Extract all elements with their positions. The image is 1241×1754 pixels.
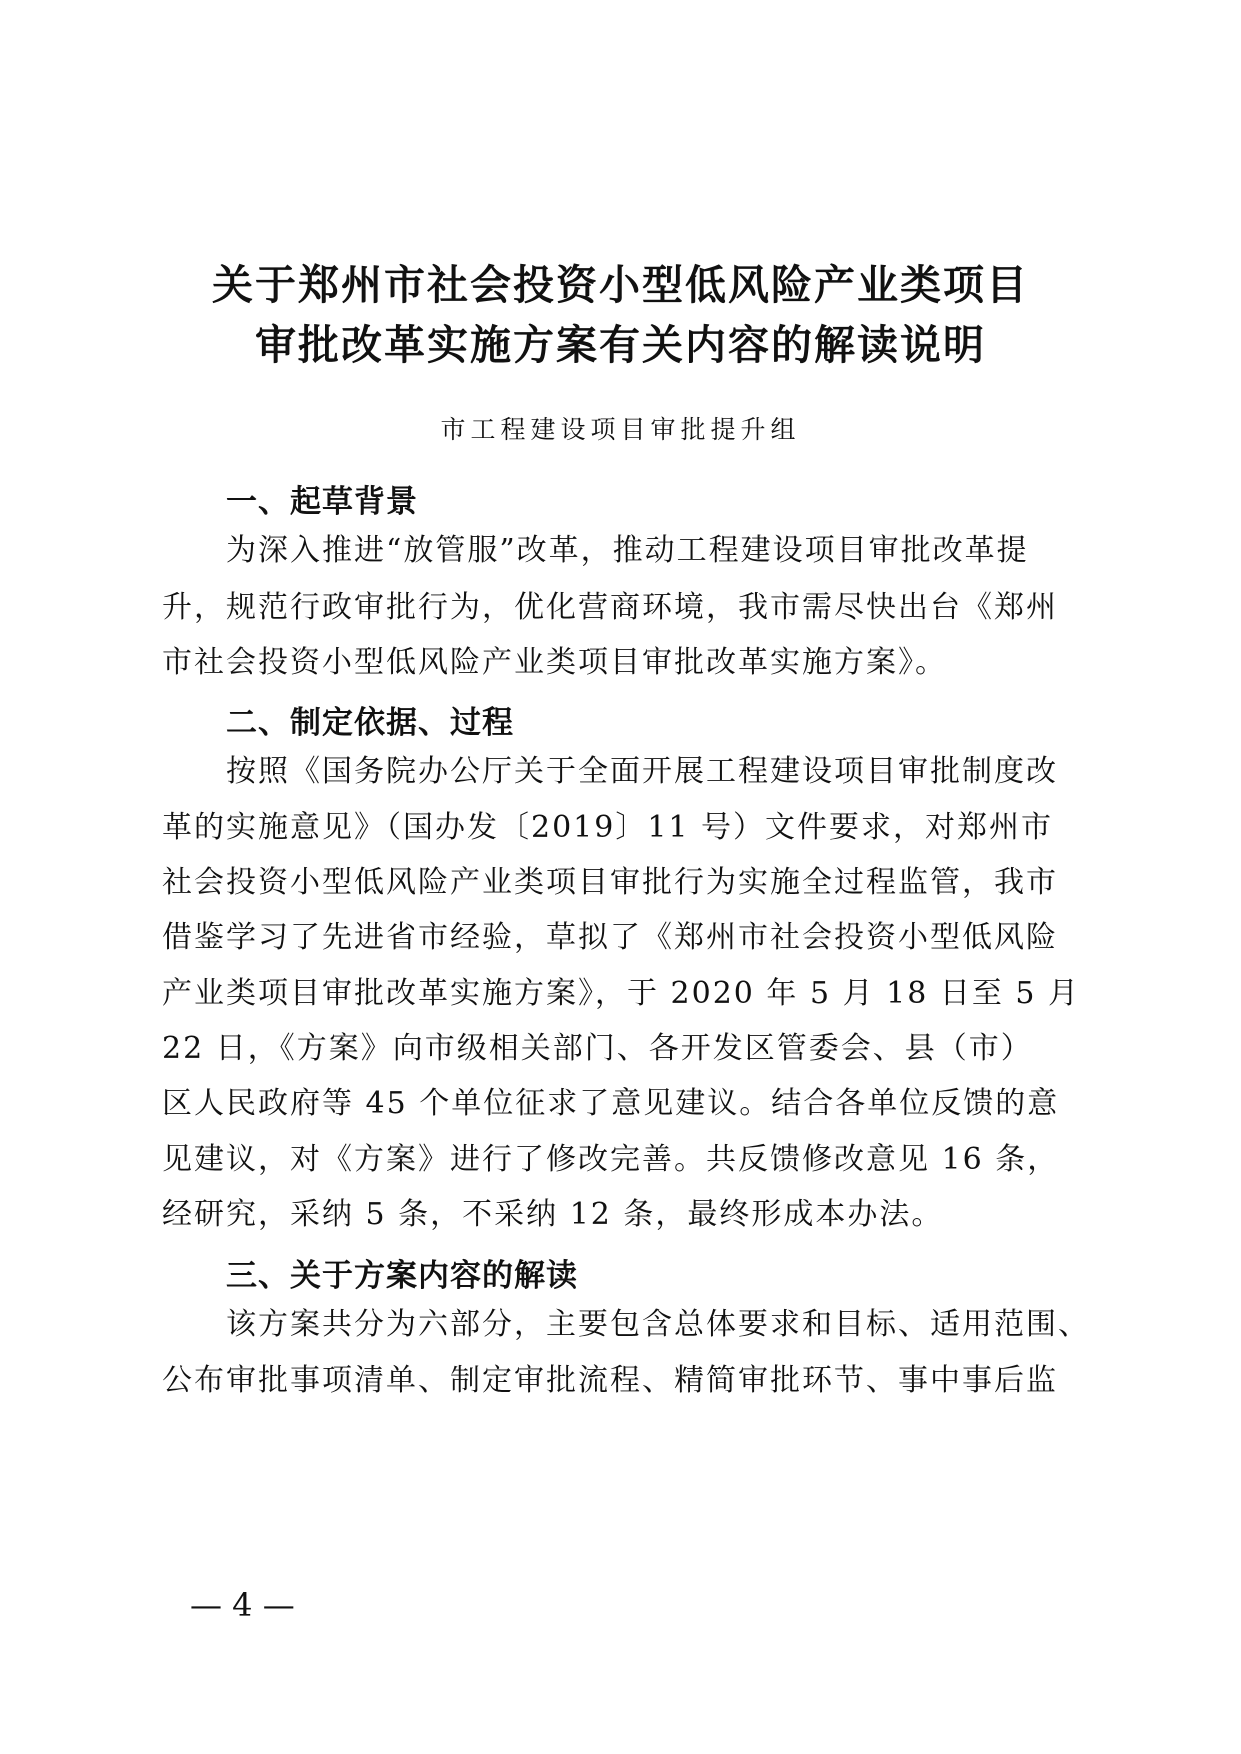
paragraph-line: 经研究，采纳 5 条，不采纳 12 条，最终形成本办法。	[162, 1197, 944, 1232]
paragraph-line: 见建议，对《方案》进行了修改完善。共反馈修改意见 16 条，	[162, 1142, 1060, 1177]
paragraph-line: 社会投资小型低风险产业类项目审批行为实施全过程监管，我市	[162, 865, 1058, 900]
section-heading-interpretation: 三、关于方案内容的解读	[226, 1258, 578, 1294]
paragraph-line: 为深入推进“放管服”改革，推动工程建设项目审批改革提	[226, 533, 1029, 568]
paragraph-line: 区人民政府等 45 个单位征求了意见建议。结合各单位反馈的意	[162, 1086, 1060, 1121]
paragraph-line: 公布审批事项清单、制定审批流程、精简审批环节、事中事后监	[162, 1363, 1058, 1398]
paragraph-line: 该方案共分为六部分，主要包含总体要求和目标、适用范围、	[226, 1307, 1090, 1342]
document-title-line-1: 关于郑州市社会投资小型低风险产业类项目	[212, 261, 1029, 309]
document-title-line-2: 审批改革实施方案有关内容的解读说明	[255, 321, 986, 369]
page-number: — 4 —	[190, 1586, 295, 1624]
section-heading-background: 一、起草背景	[226, 484, 418, 520]
document-author: 市工程建设项目审批提升组	[440, 415, 801, 444]
paragraph-line: 22 日，《方案》向市级相关部门、各开发区管委会、县（市）	[162, 1031, 1033, 1066]
paragraph-line: 借鉴学习了先进省市经验，草拟了《郑州市社会投资小型低风险	[162, 920, 1058, 955]
paragraph-line: 升，规范行政审批行为，优化营商环境，我市需尽快出台《郑州	[162, 590, 1058, 625]
paragraph-line: 市社会投资小型低风险产业类项目审批改革实施方案》。	[162, 645, 947, 680]
section-heading-basis: 二、制定依据、过程	[226, 705, 514, 741]
paragraph-line: 产业类项目审批改革实施方案》，于 2020 年 5 月 18 日至 5 月	[162, 976, 1080, 1011]
paragraph-line: 按照《国务院办公厅关于全面开展工程建设项目审批制度改	[226, 754, 1058, 789]
paragraph-line: 革的实施意见》（国办发〔2019〕11 号）文件要求，对郑州市	[162, 810, 1054, 845]
